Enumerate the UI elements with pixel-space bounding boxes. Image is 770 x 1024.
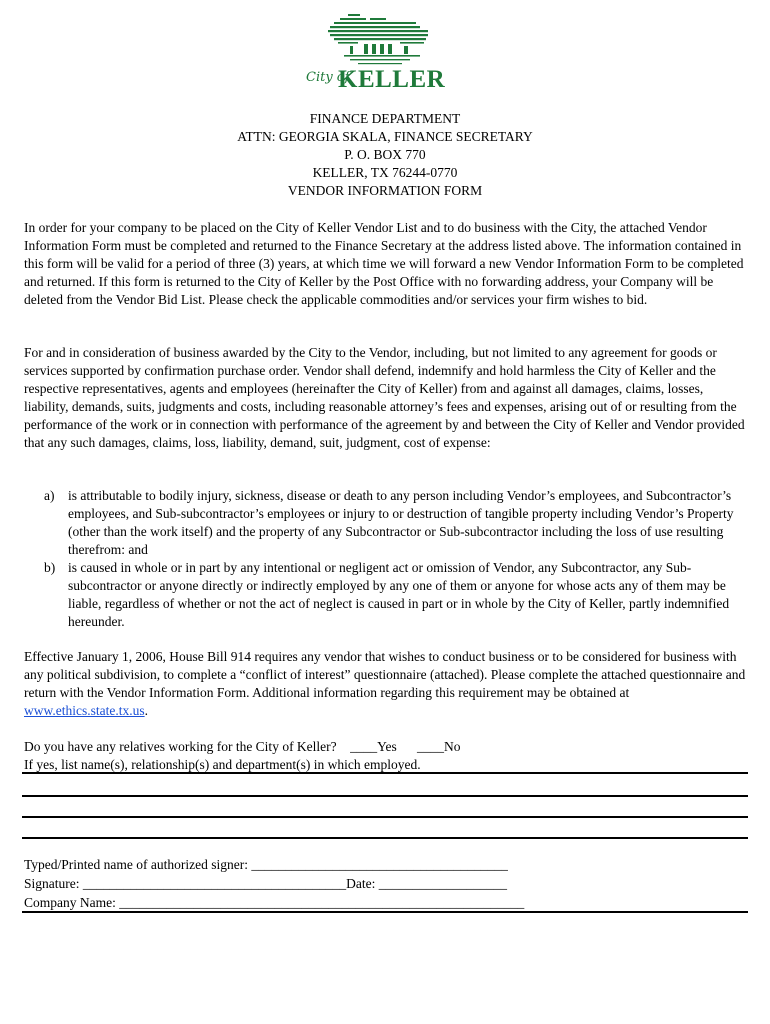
relatives-answer-line-4[interactable] [22, 837, 748, 839]
department-name: FINANCE DEPARTMENT [309, 111, 461, 126]
company-name-field[interactable]: Company Name: ____________________________________________________________ [24, 895, 525, 910]
relatives-instruction-line: If yes, list name(s), relationship(s) and department(s) in which employed. [24, 757, 421, 772]
list-item [44, 487, 750, 559]
relatives-answer-line-1[interactable] [22, 772, 748, 774]
ethics-website-link[interactable]: www.ethics.state.tx.us [24, 703, 145, 718]
form-bottom-rule [22, 911, 748, 913]
signature-date-field[interactable]: Signature: _______________________________________Date: ___________________ [24, 876, 507, 891]
house-bill-text: Effective January 1, 2006, House Bill 914 requires any vendor that wishes to conduct business or to be considered for business with any political subdivision, to complete a “conflict of interest” questionnaire (attached). Please complete the attached questionnaire and return with the Vendor Information Form. Additional information regarding this requirement may be obtained at [24, 649, 746, 700]
letterhead-address-block [0, 110, 770, 200]
house-bill-paragraph [24, 648, 750, 720]
list-item [44, 559, 750, 631]
intro-paragraph: In order for your company to be placed on the City of Keller Vendor List and to do business with the City, the attached Vendor Information Form must be completed and returned to the Finance Secretary at the address listed above. The information contained in this form will be valid for a period of three (3) years, at which time we will forward a new Vendor Information Form to be completed and returned. If this form is returned to the City of Keller by the Post Office with no forwarding address, your Company will be deleted from the Vendor Bid List. Please check the applicable commodities and/or services your firm wishes to bid. [24, 220, 744, 307]
city-of-keller-logo [300, 8, 450, 92]
list-marker-b: b) [44, 560, 56, 575]
po-box-line: P. O. BOX 770 [344, 147, 426, 162]
printed-name-field[interactable]: Typed/Printed name of authorized signer: ______________________________________ [24, 857, 508, 872]
relatives-question [24, 738, 750, 774]
list-item-a-text: is attributable to bodily injury, sickness, disease or death to any person including Vendor’s employees, and Subcontractor’s employees, and Sub-subcontractor’s employees or injury to or destruction of tangible property including Vendor’s Property (other than the work itself) and the property of any Subcontractor or Sub-subcontractor including the loss of use resulting therefrom: and [68, 488, 734, 557]
relatives-answer-line-2[interactable] [22, 795, 748, 797]
form-title: VENDOR INFORMATION FORM [287, 183, 483, 198]
tree-emblem-icon [300, 8, 450, 72]
relatives-question-line: Do you have any relatives working for the City of Keller? ____Yes ____No [24, 739, 461, 754]
logo-city-of-text: City of [306, 70, 350, 85]
indemnity-paragraph: For and in consideration of business awarded by the City to the Vendor, including, but not limited to any agreement for goods or services supported by confirmation purchase order. Vendor shall defend, indemnify and hold harmless the City of Keller and the respective representatives, agents and employees (hereinafter the City of Keller) from and against all damages, claims, losses, liability, demands, suits, judgments and costs, including reasonable attorney’s fees and expenses, arising out of or resulting from the performance of the work or in connection with performance of the agreement by and between the City of Keller and Vendor provided that any such damages, claims, loss, liability, demand, suit, judgment, cost of expense: [24, 345, 745, 450]
house-bill-end: . [144, 703, 148, 718]
attention-line: ATTN: GEORGIA SKALA, FINANCE SECRETARY [237, 129, 533, 144]
city-state-zip-line: KELLER, TX 76244-0770 [312, 165, 458, 180]
list-item-b-text: is caused in whole or in part by any intentional or negligent act or omission of Vendor, any Subcontractor, any Sub-subcontractor or anyone directly or indirectly employed by any one of them or anyone for whose acts any of them may be liable, regardless of whether or not the act of neglect is caused in part or in whole by the City of Keller, partly indemnified hereunder. [68, 560, 730, 629]
logo-keller-text: KELLER [338, 66, 446, 93]
relatives-answer-line-3[interactable] [22, 816, 748, 818]
list-marker-a: a) [44, 488, 55, 503]
